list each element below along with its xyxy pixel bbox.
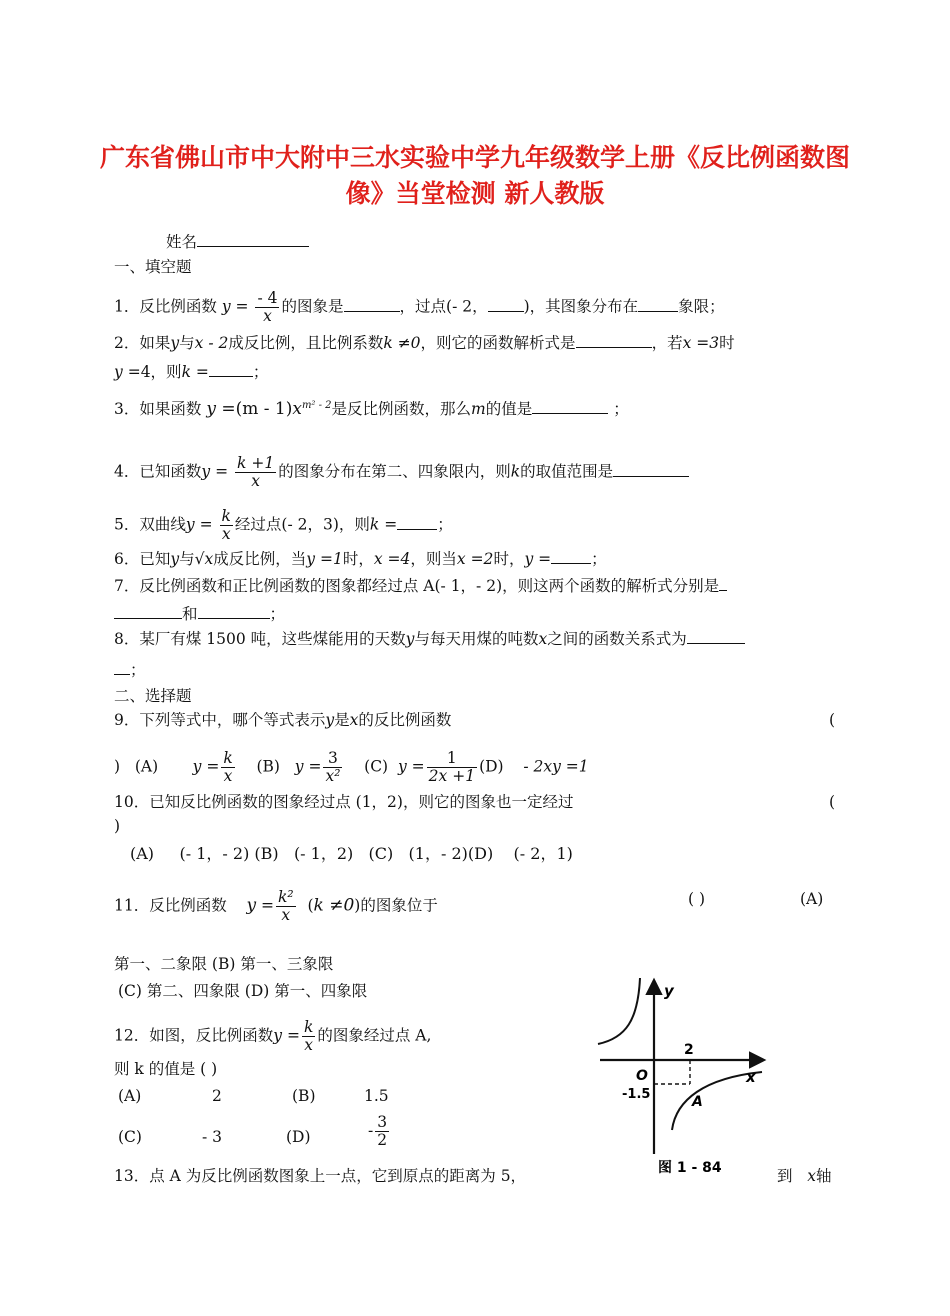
option-b[interactable]: (B)	[254, 844, 279, 863]
question-6: 6．已知y与√x成反比例，当y =1时，x =4，则当x =2时，y = ；	[114, 550, 607, 568]
fraction: $\frac{- 4}{x}$	[257, 289, 278, 325]
answer-blank[interactable]	[576, 333, 652, 348]
name-blank[interactable]	[197, 232, 309, 247]
answer-blank[interactable]	[344, 297, 400, 312]
answer-blank[interactable]	[397, 515, 437, 530]
answer-blank[interactable]	[551, 549, 591, 564]
option-b[interactable]: (B)	[292, 1087, 316, 1105]
answer-blank[interactable]	[114, 660, 130, 675]
section-2-heading: 二、选择题	[114, 687, 192, 705]
answer-blank[interactable]	[687, 629, 745, 644]
answer-paren-open: (	[829, 711, 836, 729]
answer-blank[interactable]	[638, 297, 678, 312]
option-a[interactable]: (A)	[800, 890, 824, 908]
name-label: 姓名	[166, 233, 198, 251]
hyperbola-branch-left	[598, 978, 640, 1044]
option-d[interactable]: (D)	[467, 844, 494, 863]
tick-y-label: -1.5	[622, 1087, 651, 1102]
option-a[interactable]: (A)	[130, 844, 155, 863]
answer-blank[interactable]	[114, 604, 182, 619]
answer-blank[interactable]	[613, 462, 689, 477]
question-2: 2．如果y与x - 2成反比例，且比例系数k ≠0，则它的函数解析式是 ，若x =3时	[114, 334, 735, 352]
option-c[interactable]: (C)	[368, 844, 394, 863]
question-12-options-1	[118, 1086, 141, 1106]
answer-paren-open: (	[829, 793, 836, 811]
option-d[interactable]: (D)	[479, 757, 504, 776]
name-field	[166, 232, 309, 252]
option-c[interactable]: (C)	[364, 757, 389, 776]
question-11: 11．反比例函数 y = $\frac{\text{k²}}{x}$ (k ≠0)的图象位于	[114, 888, 438, 924]
answer-paren: ( )	[688, 890, 706, 908]
answer-blank[interactable]	[719, 576, 727, 591]
question-5: 5．双曲线y = $\frac{k}{x}$ 经过点(- 2，3)，则k = ；	[114, 507, 453, 543]
question-10: 10．已知反比例函数的图象经过点 (1，2)，则它的图象也一定经过	[114, 793, 574, 811]
question-2-line-2: y =4，则k = ；	[114, 363, 269, 381]
question-12-line-2: 则 k 的值是 ( )	[114, 1060, 218, 1078]
question-10-options: (A) (- 1，- 2) (B) (- 1，2) (C) (1，- 2)(D) (- 2，1)	[130, 844, 573, 863]
question-12: 12．如图，反比例函数y = $\frac{k}{x}$ 的图象经过点 A,	[114, 1018, 432, 1054]
origin-label: O	[636, 1068, 648, 1084]
answer-blank[interactable]	[488, 297, 524, 312]
answer-blank[interactable]	[198, 604, 270, 619]
hyperbola-figure	[592, 972, 774, 1194]
question-13: 13．点 A 为反比例函数图象上一点，它到原点的距离为 5，	[114, 1167, 527, 1185]
option-a[interactable]: (A)	[134, 757, 159, 776]
answer-blank[interactable]	[209, 362, 253, 377]
question-8-line-2: ；	[114, 660, 146, 680]
fraction: $\frac{k}{x}$	[221, 507, 231, 543]
point-a-label: A	[692, 1094, 703, 1110]
x-axis-label: x	[746, 1068, 756, 1086]
title-line-2: 像》当堂检测 新人教版	[345, 179, 605, 208]
question-7-line-2: 和 ；	[114, 604, 285, 624]
question-11-options-1: 第一、二象限 (B) 第一、三象限	[114, 955, 334, 973]
question-3: 3．如果函数 $y =(m - 1)x^{m^2 - 2}$是反比例函数，那么m的值是 ；	[114, 399, 629, 420]
answer-blank[interactable]	[532, 399, 608, 414]
option-d[interactable]: (D)	[286, 1128, 311, 1146]
answer-paren-close: )	[114, 817, 121, 835]
option-d-value: - $\frac{3}{2}$	[368, 1113, 388, 1149]
question-7: 7．反比例函数和正比例函数的图象都经过点 A(- 1，- 2)，则这两个函数的解析式分别是	[114, 576, 727, 596]
question-1: 1．反比例函数 y = $\frac{- 4}{x}$ 的图象是 ，过点(- 2， )，其图象分布在 象限；	[114, 289, 725, 325]
question-13-tail: 到 x轴	[777, 1167, 832, 1185]
section-1-heading: 一、填空题	[114, 258, 192, 276]
question-11-options-2: (C) 第二、四象限 (D) 第一、四象限	[118, 982, 368, 1000]
document-title	[100, 140, 850, 212]
title-line-1: 广东省佛山市中大附中三水实验中学九年级数学上册《反比例函数图	[100, 143, 851, 172]
question-9-options: ) (A) y = $\frac{k}{x}$ (B) y = $\frac{3}{\text{x²}}$ (C) y = $\frac{1}{2x +1}$ (D) - 2xy =1	[114, 749, 589, 785]
y-axis-label: y	[664, 982, 674, 1000]
tick-x-label: 2	[684, 1042, 694, 1058]
question-9: 9．下列等式中，哪个等式表示y是x的反比例函数	[114, 711, 452, 729]
option-c[interactable]: (C)	[118, 1128, 142, 1146]
fraction: $\frac{k +1}{x}$	[237, 454, 275, 490]
figure-caption: 图 1 - 84	[658, 1160, 722, 1176]
question-4: 4．已知函数y = $\frac{k +1}{x}$ 的图象分布在第二、四象限内，则k的取值范围是	[114, 455, 689, 490]
option-b[interactable]: (B)	[256, 757, 280, 776]
question-8: 8．某厂有煤 1500 吨，这些煤能用的天数y与每天用煤的吨数x之间的函数关系式为	[114, 629, 745, 649]
option-a[interactable]: (A)	[118, 1087, 142, 1105]
